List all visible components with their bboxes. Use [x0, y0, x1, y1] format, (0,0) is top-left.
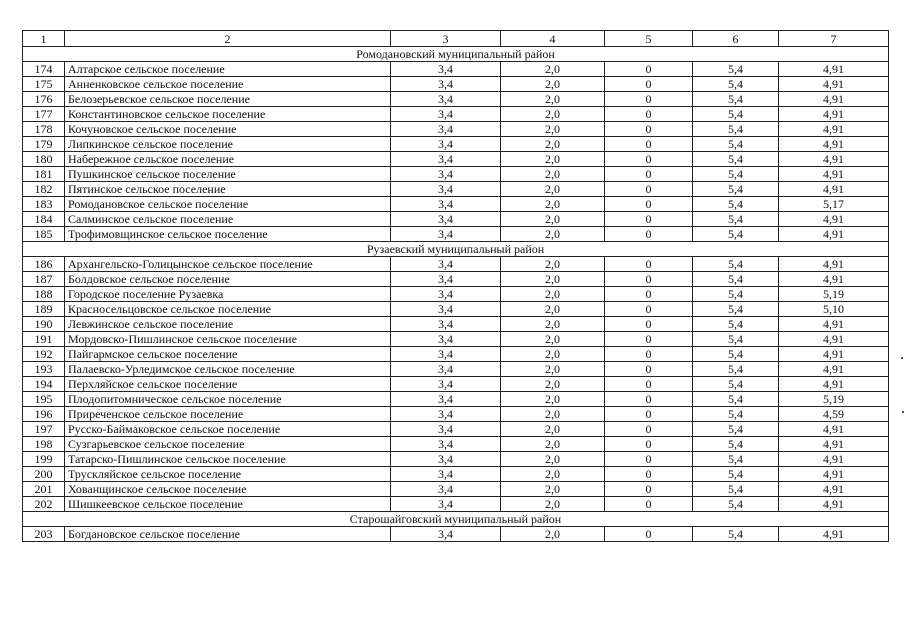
col-4-value-cell: 2,0: [501, 257, 605, 272]
col-4-value-cell: 2,0: [501, 302, 605, 317]
settlement-name-cell: Кочуновское сельское поселение: [65, 122, 391, 137]
settlement-name-cell: Сузгарьевское сельское поселение: [65, 437, 391, 452]
col-7-value-cell: 4,91: [779, 92, 889, 107]
col-7-value-cell: 4,91: [779, 182, 889, 197]
row-number-cell: 183: [23, 197, 65, 212]
row-number-cell: 185: [23, 227, 65, 242]
col-6-value-cell: 5,4: [693, 92, 779, 107]
settlement-name-cell: Константиновское сельское поселение: [65, 107, 391, 122]
settlement-name-cell: Палаевско-Урледимское сельское поселение: [65, 362, 391, 377]
col-6-value-cell: 5,4: [693, 332, 779, 347]
row-number-cell: 190: [23, 317, 65, 332]
col-7-value-cell: 5,17: [779, 197, 889, 212]
table-row: [23, 182, 889, 197]
district-section-row: [23, 512, 889, 527]
col-3-value-cell: 3,4: [391, 302, 501, 317]
col-3-value-cell: 3,4: [391, 152, 501, 167]
row-number-cell: 193: [23, 362, 65, 377]
col-5-value-cell: 0: [605, 272, 693, 287]
col-6-value-cell: 5,4: [693, 197, 779, 212]
col-4-value-cell: 2,0: [501, 497, 605, 512]
col-3-value-cell: 3,4: [391, 257, 501, 272]
col-3-value-cell: 3,4: [391, 287, 501, 302]
col-3-value-cell: 3,4: [391, 272, 501, 287]
col-4-value-cell: 2,0: [501, 62, 605, 77]
col-7-value-cell: 4,91: [779, 62, 889, 77]
col-6-value-cell: 5,4: [693, 62, 779, 77]
col-4-value-cell: 2,0: [501, 287, 605, 302]
row-number-cell: 202: [23, 497, 65, 512]
settlement-name-cell: Болдовское сельское поселение: [65, 272, 391, 287]
col-5-value-cell: 0: [605, 182, 693, 197]
col-4-value-cell: 2,0: [501, 377, 605, 392]
settlement-name-cell: Пушкинское сельское поселение: [65, 167, 391, 182]
col-7-value-cell: 4,91: [779, 377, 889, 392]
col-7-value-cell: 4,91: [779, 332, 889, 347]
col-4-value-cell: 2,0: [501, 422, 605, 437]
col-7-value-cell: 5,19: [779, 287, 889, 302]
row-number-cell: 200: [23, 467, 65, 482]
settlement-name-cell: Набережное сельское поселение: [65, 152, 391, 167]
col-6-value-cell: 5,4: [693, 122, 779, 137]
col-5-value-cell: 0: [605, 467, 693, 482]
col-6-value-cell: 5,4: [693, 452, 779, 467]
col-5-value-cell: 0: [605, 347, 693, 362]
settlement-name-cell: Алтарское сельское поселение: [65, 62, 391, 77]
col-6-value-cell: 5,4: [693, 302, 779, 317]
col-3-value-cell: 3,4: [391, 407, 501, 422]
col-4-value-cell: 2,0: [501, 212, 605, 227]
row-number-cell: 182: [23, 182, 65, 197]
col-6-value-cell: 5,4: [693, 77, 779, 92]
col-5-value-cell: 0: [605, 482, 693, 497]
row-number-cell: 181: [23, 167, 65, 182]
col-6-value-cell: 5,4: [693, 497, 779, 512]
col-6-value-cell: 5,4: [693, 392, 779, 407]
table-row: [23, 197, 889, 212]
row-number-cell: 196: [23, 407, 65, 422]
col-5-value-cell: 0: [605, 197, 693, 212]
col-6-value-cell: 5,4: [693, 422, 779, 437]
col-7-value-cell: 4,91: [779, 212, 889, 227]
col-3-value-cell: 3,4: [391, 227, 501, 242]
col-4-value-cell: 2,0: [501, 182, 605, 197]
table-row: [23, 122, 889, 137]
col-7-value-cell: 4,91: [779, 422, 889, 437]
col-7-value-cell: 4,91: [779, 272, 889, 287]
col-3-value-cell: 3,4: [391, 497, 501, 512]
col-3-value-cell: 3,4: [391, 167, 501, 182]
district-title: Рузаевский муниципальный район: [23, 242, 889, 257]
table-row: [23, 347, 889, 362]
row-number-cell: 195: [23, 392, 65, 407]
col-5-value-cell: 0: [605, 92, 693, 107]
col-3-value-cell: 3,4: [391, 482, 501, 497]
header-cell-col-1: 1: [23, 31, 65, 47]
col-6-value-cell: 5,4: [693, 407, 779, 422]
col-5-value-cell: 0: [605, 122, 693, 137]
col-6-value-cell: 5,4: [693, 137, 779, 152]
table-row: [23, 452, 889, 467]
settlement-name-cell: Ромодановское сельское поселение: [65, 197, 391, 212]
col-7-value-cell: 4,91: [779, 122, 889, 137]
table-row: [23, 362, 889, 377]
table-body: [23, 31, 889, 542]
table-row: [23, 407, 889, 422]
col-7-value-cell: 5,10: [779, 302, 889, 317]
col-5-value-cell: 0: [605, 287, 693, 302]
table-row: [23, 77, 889, 92]
settlement-name-cell: Богдановское сельское поселение: [65, 527, 391, 542]
table-row: [23, 272, 889, 287]
row-number-cell: 194: [23, 377, 65, 392]
col-4-value-cell: 2,0: [501, 77, 605, 92]
col-6-value-cell: 5,4: [693, 107, 779, 122]
settlement-name-cell: Плодопитомническое сельское поселение: [65, 392, 391, 407]
row-number-cell: 203: [23, 527, 65, 542]
col-4-value-cell: 2,0: [501, 152, 605, 167]
scan-speck: [901, 357, 903, 359]
col-5-value-cell: 0: [605, 107, 693, 122]
settlement-name-cell: Анненковское сельское поселение: [65, 77, 391, 92]
col-3-value-cell: 3,4: [391, 467, 501, 482]
col-7-value-cell: 4,91: [779, 167, 889, 182]
settlement-name-cell: Липкинское сельское поселение: [65, 137, 391, 152]
col-3-value-cell: 3,4: [391, 107, 501, 122]
col-6-value-cell: 5,4: [693, 317, 779, 332]
table-row: [23, 467, 889, 482]
col-3-value-cell: 3,4: [391, 527, 501, 542]
table-row: [23, 137, 889, 152]
row-number-cell: 188: [23, 287, 65, 302]
col-4-value-cell: 2,0: [501, 92, 605, 107]
settlement-name-cell: Архангельско-Голицынское сельское поселение: [65, 257, 391, 272]
col-6-value-cell: 5,4: [693, 527, 779, 542]
col-5-value-cell: 0: [605, 377, 693, 392]
district-section-row: [23, 242, 889, 257]
col-5-value-cell: 0: [605, 152, 693, 167]
table-row: [23, 332, 889, 347]
col-6-value-cell: 5,4: [693, 347, 779, 362]
col-3-value-cell: 3,4: [391, 377, 501, 392]
col-6-value-cell: 5,4: [693, 227, 779, 242]
table-row: [23, 317, 889, 332]
table-row: [23, 152, 889, 167]
col-5-value-cell: 0: [605, 167, 693, 182]
row-number-cell: 199: [23, 452, 65, 467]
col-7-value-cell: 4,91: [779, 137, 889, 152]
col-5-value-cell: 0: [605, 302, 693, 317]
table-row: [23, 497, 889, 512]
header-cell-col-5: 5: [605, 31, 693, 47]
row-number-cell: 180: [23, 152, 65, 167]
table-row: [23, 527, 889, 542]
settlement-name-cell: Шишкеевское сельское поселение: [65, 497, 391, 512]
col-7-value-cell: 4,91: [779, 107, 889, 122]
table-row: [23, 107, 889, 122]
col-4-value-cell: 2,0: [501, 347, 605, 362]
settlement-name-cell: Русско-Баймаковское сельское поселение: [65, 422, 391, 437]
col-4-value-cell: 2,0: [501, 527, 605, 542]
col-5-value-cell: 0: [605, 212, 693, 227]
col-7-value-cell: 4,91: [779, 152, 889, 167]
row-number-cell: 176: [23, 92, 65, 107]
table-row: [23, 62, 889, 77]
col-4-value-cell: 2,0: [501, 197, 605, 212]
col-4-value-cell: 2,0: [501, 137, 605, 152]
table-row: [23, 227, 889, 242]
col-3-value-cell: 3,4: [391, 212, 501, 227]
col-4-value-cell: 2,0: [501, 362, 605, 377]
col-6-value-cell: 5,4: [693, 152, 779, 167]
district-title: Ромодановский муниципальный район: [23, 47, 889, 62]
col-6-value-cell: 5,4: [693, 482, 779, 497]
header-cell-col-2: 2: [65, 31, 391, 47]
table-row: [23, 92, 889, 107]
col-4-value-cell: 2,0: [501, 482, 605, 497]
col-6-value-cell: 5,4: [693, 287, 779, 302]
header-cell-col-3: 3: [391, 31, 501, 47]
col-7-value-cell: 5,19: [779, 392, 889, 407]
settlement-name-cell: Салминское сельское поселение: [65, 212, 391, 227]
row-number-cell: 197: [23, 422, 65, 437]
settlement-name-cell: Татарско-Пишлинское сельское поселение: [65, 452, 391, 467]
col-7-value-cell: 4,91: [779, 227, 889, 242]
settlement-name-cell: Пятинское сельское поселение: [65, 182, 391, 197]
table-row: [23, 437, 889, 452]
col-7-value-cell: 4,91: [779, 497, 889, 512]
col-5-value-cell: 0: [605, 497, 693, 512]
col-5-value-cell: 0: [605, 392, 693, 407]
settlement-name-cell: Трускляйское сельское поселение: [65, 467, 391, 482]
col-7-value-cell: 4,91: [779, 482, 889, 497]
col-4-value-cell: 2,0: [501, 437, 605, 452]
header-cell-col-7: 7: [779, 31, 889, 47]
col-5-value-cell: 0: [605, 227, 693, 242]
settlement-name-cell: Белозерьевское сельское поселение: [65, 92, 391, 107]
row-number-cell: 179: [23, 137, 65, 152]
header-row: [23, 31, 889, 47]
table-row: [23, 257, 889, 272]
col-7-value-cell: 4,91: [779, 347, 889, 362]
col-6-value-cell: 5,4: [693, 182, 779, 197]
col-4-value-cell: 2,0: [501, 467, 605, 482]
col-3-value-cell: 3,4: [391, 92, 501, 107]
table-row: [23, 212, 889, 227]
col-5-value-cell: 0: [605, 422, 693, 437]
row-number-cell: 178: [23, 122, 65, 137]
col-3-value-cell: 3,4: [391, 182, 501, 197]
settlement-name-cell: Городское поселение Рузаевка: [65, 287, 391, 302]
col-4-value-cell: 2,0: [501, 107, 605, 122]
col-6-value-cell: 5,4: [693, 167, 779, 182]
col-4-value-cell: 2,0: [501, 317, 605, 332]
col-6-value-cell: 5,4: [693, 257, 779, 272]
settlement-name-cell: Левжинское сельское поселение: [65, 317, 391, 332]
col-6-value-cell: 5,4: [693, 212, 779, 227]
col-3-value-cell: 3,4: [391, 392, 501, 407]
col-3-value-cell: 3,4: [391, 452, 501, 467]
col-5-value-cell: 0: [605, 527, 693, 542]
col-4-value-cell: 2,0: [501, 167, 605, 182]
col-6-value-cell: 5,4: [693, 467, 779, 482]
col-6-value-cell: 5,4: [693, 437, 779, 452]
col-5-value-cell: 0: [605, 317, 693, 332]
col-5-value-cell: 0: [605, 332, 693, 347]
col-5-value-cell: 0: [605, 437, 693, 452]
col-7-value-cell: 4,59: [779, 407, 889, 422]
col-3-value-cell: 3,4: [391, 362, 501, 377]
district-section-row: [23, 47, 889, 62]
col-4-value-cell: 2,0: [501, 272, 605, 287]
col-5-value-cell: 0: [605, 137, 693, 152]
col-7-value-cell: 4,91: [779, 452, 889, 467]
row-number-cell: 187: [23, 272, 65, 287]
col-3-value-cell: 3,4: [391, 122, 501, 137]
table-row: [23, 392, 889, 407]
row-number-cell: 201: [23, 482, 65, 497]
col-3-value-cell: 3,4: [391, 422, 501, 437]
col-3-value-cell: 3,4: [391, 77, 501, 92]
settlement-name-cell: Пайгармское сельское поселение: [65, 347, 391, 362]
table-row: [23, 422, 889, 437]
col-3-value-cell: 3,4: [391, 197, 501, 212]
col-4-value-cell: 2,0: [501, 227, 605, 242]
col-4-value-cell: 2,0: [501, 407, 605, 422]
settlements-table: [22, 30, 889, 542]
col-5-value-cell: 0: [605, 257, 693, 272]
table-row: [23, 482, 889, 497]
col-4-value-cell: 2,0: [501, 122, 605, 137]
col-6-value-cell: 5,4: [693, 377, 779, 392]
table-row: [23, 377, 889, 392]
row-number-cell: 174: [23, 62, 65, 77]
col-4-value-cell: 2,0: [501, 452, 605, 467]
table-row: [23, 167, 889, 182]
col-7-value-cell: 4,91: [779, 77, 889, 92]
col-4-value-cell: 2,0: [501, 392, 605, 407]
col-7-value-cell: 4,91: [779, 362, 889, 377]
table-row: [23, 302, 889, 317]
col-5-value-cell: 0: [605, 62, 693, 77]
settlement-name-cell: Мордовско-Пишлинское сельское поселение: [65, 332, 391, 347]
col-5-value-cell: 0: [605, 452, 693, 467]
col-6-value-cell: 5,4: [693, 272, 779, 287]
row-number-cell: 189: [23, 302, 65, 317]
col-3-value-cell: 3,4: [391, 437, 501, 452]
col-7-value-cell: 4,91: [779, 467, 889, 482]
row-number-cell: 175: [23, 77, 65, 92]
col-5-value-cell: 0: [605, 362, 693, 377]
col-3-value-cell: 3,4: [391, 347, 501, 362]
table-row: [23, 287, 889, 302]
col-5-value-cell: 0: [605, 407, 693, 422]
col-7-value-cell: 4,91: [779, 437, 889, 452]
row-number-cell: 198: [23, 437, 65, 452]
col-3-value-cell: 3,4: [391, 62, 501, 77]
col-6-value-cell: 5,4: [693, 362, 779, 377]
col-3-value-cell: 3,4: [391, 137, 501, 152]
col-7-value-cell: 4,91: [779, 257, 889, 272]
row-number-cell: 186: [23, 257, 65, 272]
col-7-value-cell: 4,91: [779, 317, 889, 332]
row-number-cell: 192: [23, 347, 65, 362]
header-cell-col-6: 6: [693, 31, 779, 47]
col-5-value-cell: 0: [605, 77, 693, 92]
col-3-value-cell: 3,4: [391, 332, 501, 347]
scan-speck: [902, 411, 904, 413]
district-title: Старошайговский муниципальный район: [23, 512, 889, 527]
settlement-name-cell: Перхляйское сельское поселение: [65, 377, 391, 392]
row-number-cell: 184: [23, 212, 65, 227]
header-cell-col-4: 4: [501, 31, 605, 47]
col-4-value-cell: 2,0: [501, 332, 605, 347]
settlement-name-cell: Приреченское сельское поселение: [65, 407, 391, 422]
col-3-value-cell: 3,4: [391, 317, 501, 332]
settlement-name-cell: Трофимовщинское сельское поселение: [65, 227, 391, 242]
settlement-name-cell: Хованщинское сельское поселение: [65, 482, 391, 497]
settlement-name-cell: Красносельцовское сельское поселение: [65, 302, 391, 317]
row-number-cell: 177: [23, 107, 65, 122]
row-number-cell: 191: [23, 332, 65, 347]
col-7-value-cell: 4,91: [779, 527, 889, 542]
